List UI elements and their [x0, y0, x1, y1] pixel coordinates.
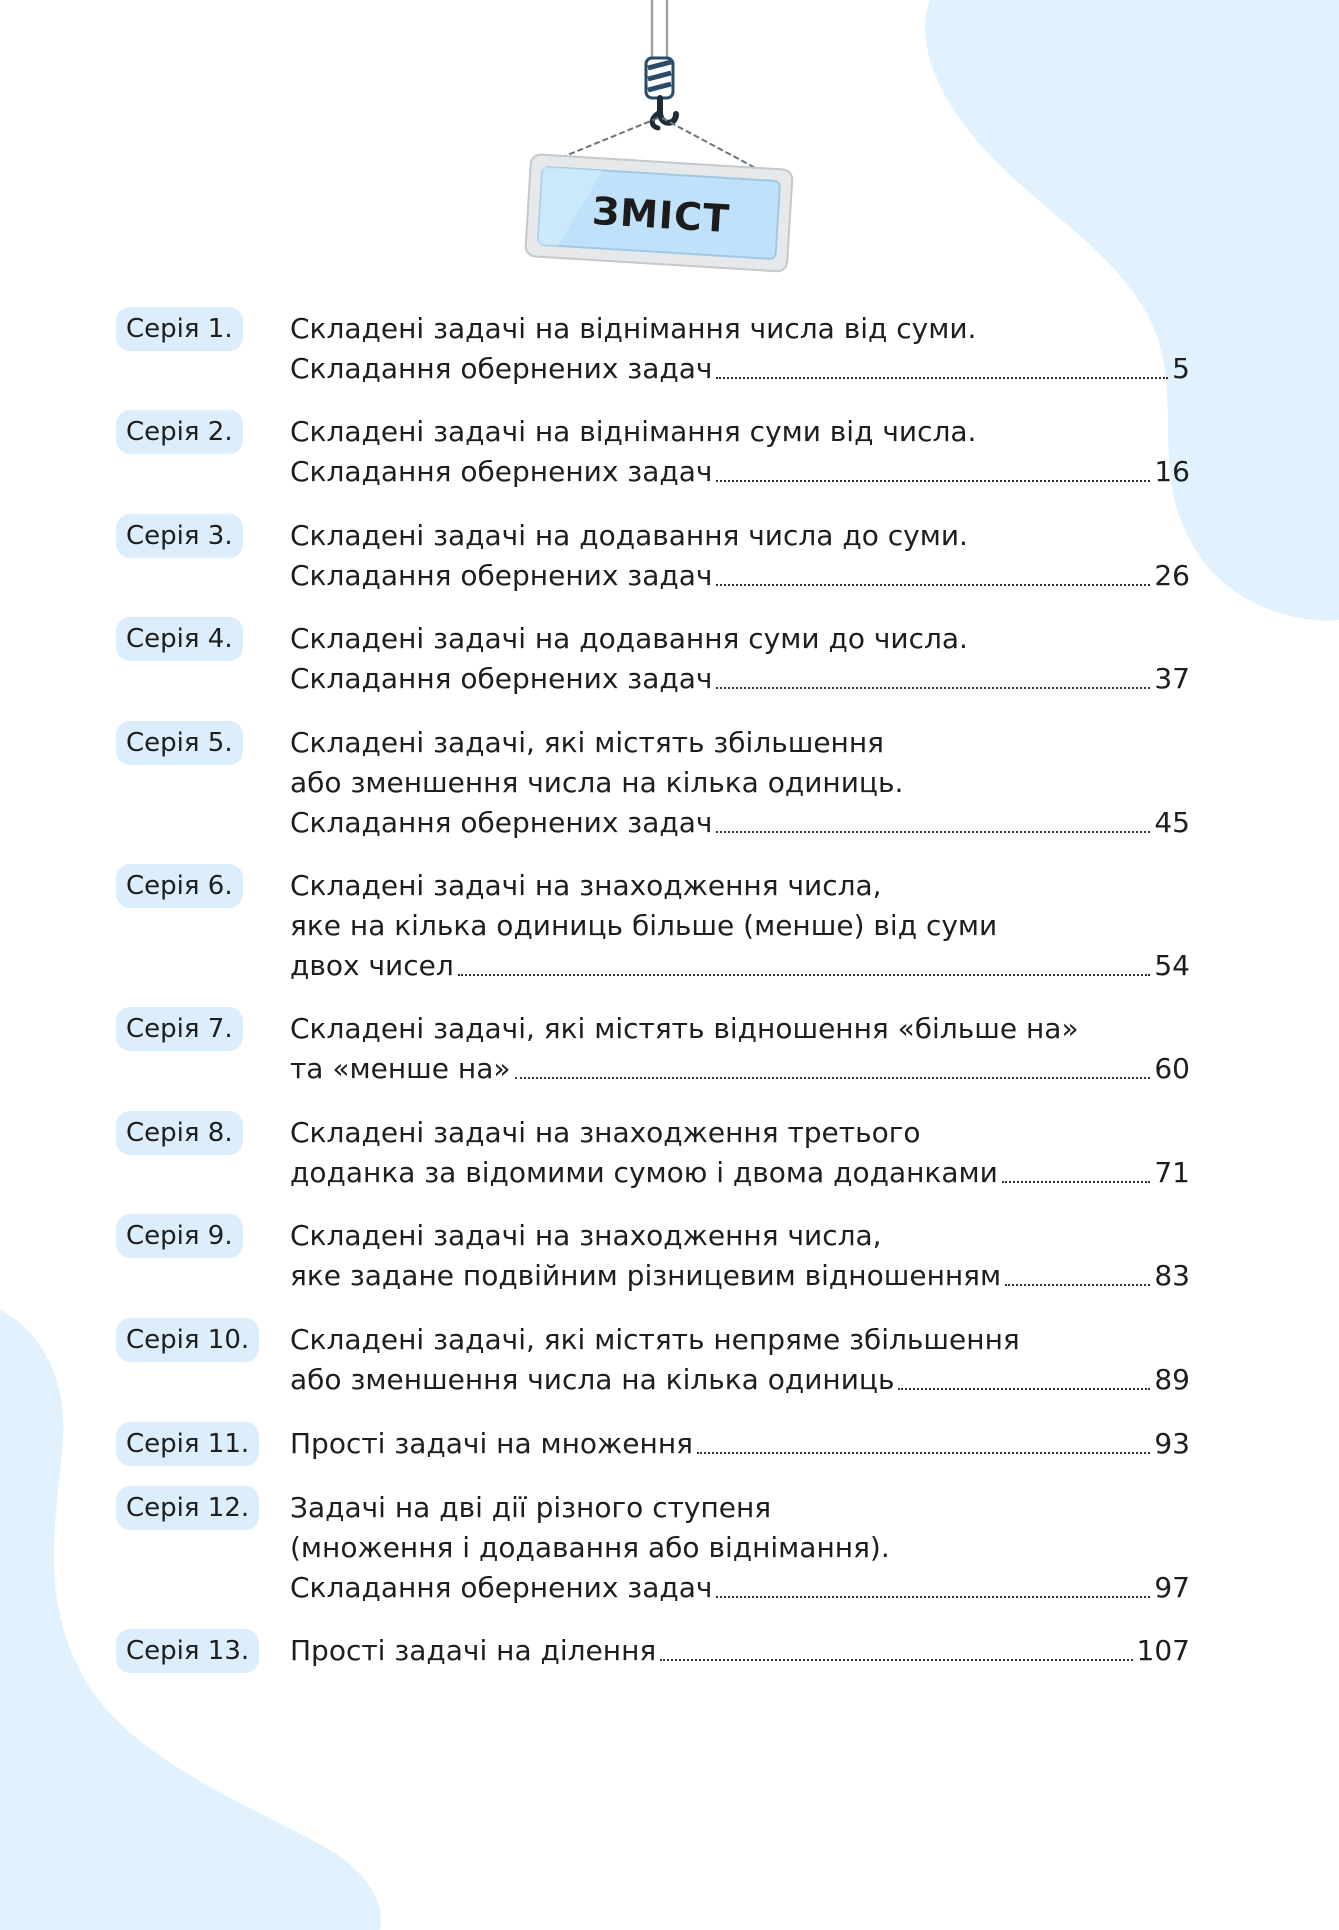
page-number: 71 [1154, 1156, 1190, 1189]
entry-title-text: або зменшення числа на кілька одиниць [290, 1363, 895, 1396]
series-badge: Серія 11. [116, 1422, 259, 1466]
series-badge: Серія 13. [116, 1629, 259, 1673]
entry-title-line [290, 1631, 1190, 1671]
page-number: 26 [1154, 559, 1190, 592]
bottom-left-blob [0, 1310, 381, 1930]
entry-title-text: Прості задачі на ділення [290, 1634, 657, 1667]
hanging-sign-illustration [0, 0, 1339, 300]
entry-title-line [290, 659, 1190, 699]
entry-title-line [290, 556, 1190, 596]
page-number: 83 [1154, 1259, 1190, 1292]
series-badge: Серія 3. [116, 514, 243, 558]
series-badge: Серія 8. [116, 1111, 243, 1155]
entry-title-line: Складені задачі на знаходження числа, [290, 1219, 882, 1252]
leader-dots [1002, 1181, 1151, 1183]
leader-dots [660, 1659, 1132, 1661]
series-badge: Серія 9. [116, 1214, 243, 1258]
crane-cables [652, 0, 667, 62]
entry-title-text: доданка за відомими сумою і двома доданками [290, 1156, 998, 1189]
entry-title-text: яке задане подвійним різницевим відношенням [290, 1259, 1002, 1292]
leader-dots [716, 1596, 1150, 1598]
leader-dots [716, 584, 1150, 586]
entry-title-line [290, 1360, 1190, 1400]
entry-title-text: Складання обернених задач [290, 559, 713, 592]
series-badge: Серія 10. [116, 1318, 259, 1362]
series-badge: Серія 12. [116, 1486, 259, 1530]
entry-title-line [290, 946, 1190, 986]
entry-title-line [290, 803, 1190, 843]
leader-dots [716, 687, 1150, 689]
page-number: 97 [1154, 1571, 1190, 1604]
page-number: 54 [1154, 949, 1190, 982]
page-number: 107 [1136, 1634, 1190, 1667]
series-badge: Серія 5. [116, 721, 243, 765]
entry-title-text: Складання обернених задач [290, 1571, 713, 1604]
series-badge: Серія 2. [116, 410, 243, 454]
series-badge: Серія 1. [116, 307, 243, 351]
entry-title-line: Складені задачі на додавання числа до суми. [290, 519, 968, 552]
page-number: 93 [1154, 1427, 1190, 1460]
leader-dots [716, 377, 1168, 379]
series-badge: Серія 7. [116, 1007, 243, 1051]
entry-title-line [290, 349, 1190, 389]
entry-title-text: Складання обернених задач [290, 806, 713, 839]
leader-dots [515, 1077, 1151, 1079]
entry-title-line: яке на кілька одиниць більше (менше) від суми [290, 909, 998, 942]
entry-title-line: Складені задачі на віднімання числа від суми. [290, 312, 977, 345]
entry-title-line: або зменшення числа на кілька одиниць. [290, 766, 904, 799]
page-number: 37 [1154, 662, 1190, 695]
entry-title-text: Складання обернених задач [290, 455, 713, 488]
entry-title-text: двох чисел [290, 949, 454, 982]
entry-title-line [290, 452, 1190, 492]
entry-title-text: та «менше на» [290, 1052, 511, 1085]
entry-title-line: Задачі на дві дії різного ступеня [290, 1491, 772, 1524]
entry-title-text: Складання обернених задач [290, 352, 713, 385]
leader-dots [1005, 1284, 1150, 1286]
leader-dots [898, 1388, 1150, 1390]
series-badge: Серія 4. [116, 617, 243, 661]
entry-title-text: Прості задачі на множення [290, 1427, 693, 1460]
leader-dots [716, 831, 1150, 833]
page-title: ЗМІСТ [590, 188, 732, 242]
entry-title-text: Складання обернених задач [290, 662, 713, 695]
entry-title-line [290, 1049, 1190, 1089]
entry-title-line [290, 1568, 1190, 1608]
page-number: 45 [1154, 806, 1190, 839]
leader-dots [697, 1452, 1150, 1454]
hook-icon [646, 58, 676, 128]
series-badge: Серія 6. [116, 864, 243, 908]
entry-title-line: Складені задачі, які містять непряме збільшення [290, 1323, 1020, 1356]
entry-title-line: (множення і додавання або віднімання). [290, 1531, 890, 1564]
entry-title-line: Складені задачі, які містять відношення «більше на» [290, 1012, 1079, 1045]
entry-title-line [290, 1424, 1190, 1464]
entry-title-line: Складені задачі, які містять збільшення [290, 726, 885, 759]
entry-title-line: Складені задачі на знаходження третього [290, 1116, 921, 1149]
page-number: 5 [1172, 352, 1190, 385]
entry-title-line [290, 1256, 1190, 1296]
page-number: 60 [1154, 1052, 1190, 1085]
leader-dots [458, 974, 1151, 976]
entry-title-line: Складені задачі на знаходження числа, [290, 869, 882, 902]
leader-dots [716, 480, 1150, 482]
entry-title-line: Складені задачі на додавання суми до числа. [290, 622, 968, 655]
entry-title-line: Складені задачі на віднімання суми від числа. [290, 415, 977, 448]
page-number: 89 [1154, 1363, 1190, 1396]
page-number: 16 [1154, 455, 1190, 488]
entry-title-line [290, 1153, 1190, 1193]
